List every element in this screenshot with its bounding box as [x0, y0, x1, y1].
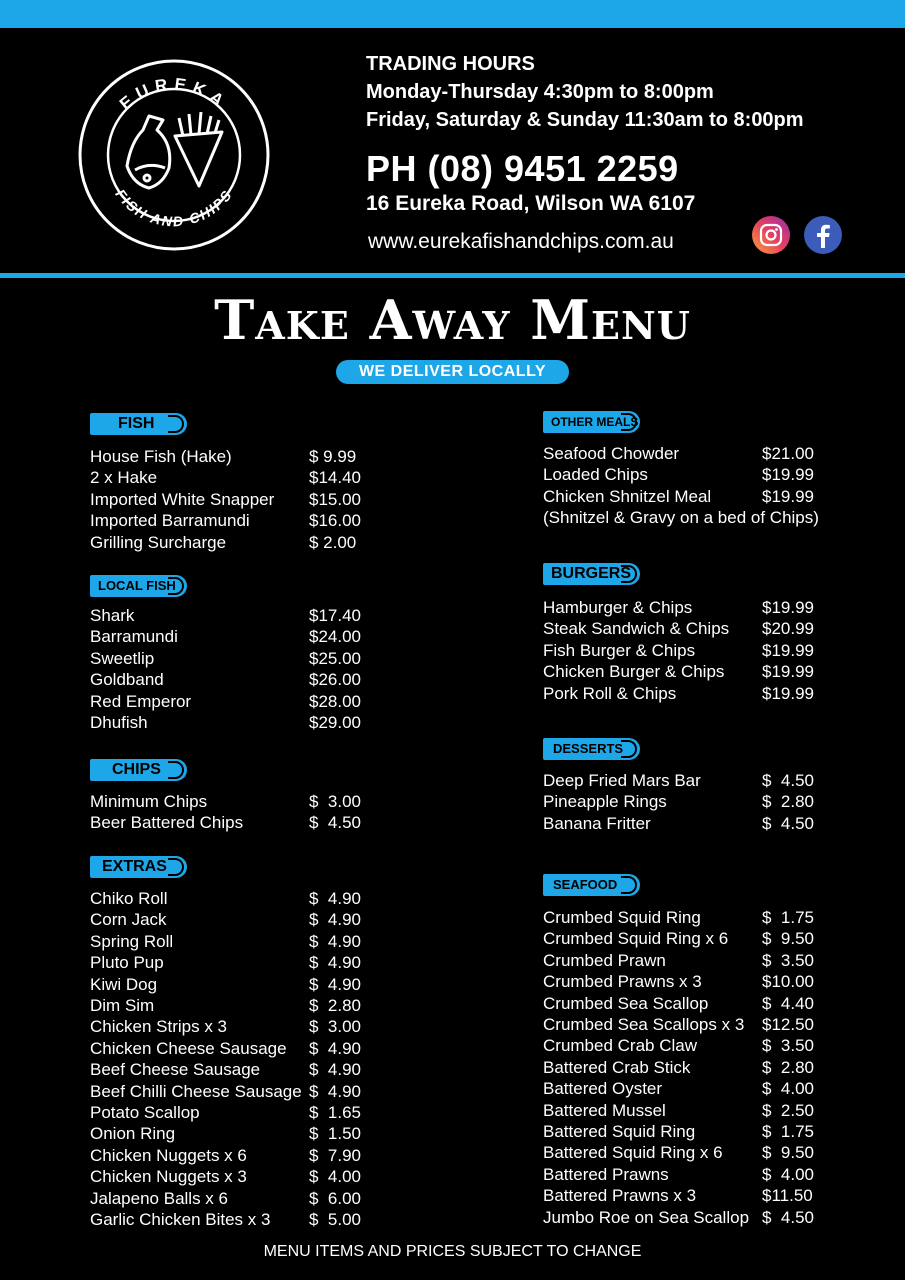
- facebook-icon[interactable]: [804, 216, 842, 254]
- list-item: Dim Sim $ 2.80: [90, 996, 361, 1016]
- list-item: Beef Cheese Sausage $ 4.90: [90, 1060, 361, 1080]
- list-item: Kiwi Dog $ 4.90: [90, 974, 361, 994]
- list-item: Spring Roll $ 4.90: [90, 931, 361, 951]
- list-item: Battered Crab Stick $ 2.80: [543, 1057, 814, 1077]
- list-item: Chicken Burger & Chips $19.99: [543, 662, 814, 682]
- list-item: Red Emperor $28.00: [90, 691, 361, 711]
- list-item: House Fish (Hake) $ 9.99: [90, 447, 357, 466]
- burgers-list: [543, 597, 814, 704]
- logo-top-text: EUREKA: [116, 74, 232, 114]
- list-item: Chicken Cheese Sausage $ 4.90: [90, 1038, 361, 1058]
- list-item: Seafood Chowder $21.00: [543, 444, 814, 463]
- top-accent-bar: [0, 0, 905, 28]
- other-meals-list: [543, 443, 819, 529]
- address: 16 Eureka Road, Wilson WA 6107: [366, 192, 696, 215]
- category-other-meals: OTHER MEALS: [543, 411, 640, 433]
- menu-title: Take Away Menu: [214, 288, 691, 352]
- svg-text:FISH AND CHIPS: [112, 186, 235, 229]
- category-fish: FISH: [90, 413, 187, 435]
- list-item: Fish Burger & Chips $19.99: [543, 640, 814, 660]
- chips-list: [90, 791, 361, 834]
- list-item: Corn Jack $ 4.90: [90, 910, 361, 930]
- list-item: Chicken Nuggets x 6 $ 7.90: [90, 1145, 361, 1165]
- category-seafood: SEAFOOD: [543, 874, 640, 896]
- list-item: Crumbed Squid Ring x 6 $ 9.50: [543, 929, 814, 949]
- list-item: Battered Prawns x 3 $11.50: [543, 1186, 813, 1206]
- phone-number[interactable]: PH (08) 9451 2259: [366, 148, 679, 189]
- list-item: Battered Mussel $ 2.50: [543, 1100, 814, 1120]
- list-item: Battered Squid Ring $ 1.75: [543, 1122, 814, 1142]
- website-link[interactable]: www.eurekafishandchips.com.au: [368, 230, 674, 253]
- list-item: Chicken Shnitzel Meal $19.99: [543, 486, 814, 506]
- list-item: Jalapeno Balls x 6 $ 6.00: [90, 1188, 361, 1208]
- list-item: Steak Sandwich & Chips $20.99: [543, 619, 814, 639]
- instagram-icon[interactable]: [752, 216, 790, 254]
- list-item: Chicken Nuggets x 3 $ 4.00: [90, 1167, 361, 1187]
- list-item: Shark $17.40: [90, 606, 361, 625]
- list-item: Pineapple Rings $ 2.80: [543, 792, 814, 812]
- list-item: Pork Roll & Chips $19.99: [543, 683, 814, 703]
- svg-text:EUREKA: [116, 75, 232, 114]
- hours-title: TRADING HOURS: [366, 53, 535, 75]
- list-item: Minimum Chips $ 3.00: [90, 792, 361, 811]
- trading-hours: [366, 50, 804, 134]
- list-item: Chiko Roll $ 4.90: [90, 889, 361, 908]
- hours-weekday: Monday-Thursday 4:30pm to 8:00pm: [366, 81, 714, 103]
- list-item: Battered Squid Ring x 6 $ 9.50: [543, 1143, 814, 1163]
- local-fish-list: [90, 605, 361, 733]
- list-item: Potato Scallop $ 1.65: [90, 1103, 361, 1123]
- list-item: Beef Chilli Cheese Sausage $ 4.90: [90, 1081, 361, 1101]
- list-item: Sweetlip $25.00: [90, 648, 361, 668]
- list-item: Crumbed Prawn $ 3.50: [543, 950, 814, 970]
- list-item: Loaded Chips $19.99: [543, 465, 814, 485]
- extras-list: [90, 888, 361, 1231]
- list-item: Jumbo Roe on Sea Scallop $ 4.50: [543, 1207, 814, 1227]
- category-local-fish: LOCAL FISH: [90, 575, 187, 597]
- list-item: Hamburger & Chips $19.99: [543, 598, 814, 617]
- list-item: Crumbed Sea Scallops x 3 $12.50: [543, 1015, 814, 1035]
- list-item: Pluto Pup $ 4.90: [90, 953, 361, 973]
- eureka-logo: [77, 58, 272, 253]
- list-item: Crumbed Squid Ring $ 1.75: [543, 908, 814, 927]
- list-item: Crumbed Crab Claw $ 3.50: [543, 1036, 814, 1056]
- category-burgers: BURGERS: [543, 563, 640, 585]
- list-item: Beer Battered Chips $ 4.50: [90, 813, 361, 833]
- list-item: Grilling Surcharge $ 2.00: [90, 532, 357, 552]
- hours-weekend: Friday, Saturday & Sunday 11:30am to 8:00pm: [366, 109, 804, 131]
- list-item: Battered Prawns $ 4.00: [543, 1164, 814, 1184]
- list-item: Onion Ring $ 1.50: [90, 1124, 361, 1144]
- fish-list: [90, 446, 361, 553]
- list-item: Barramundi $24.00: [90, 627, 361, 647]
- category-chips: CHIPS: [90, 759, 187, 781]
- desserts-list: [543, 770, 814, 834]
- list-item: Crumbed Sea Scallop $ 4.40: [543, 993, 814, 1013]
- list-item: Garlic Chicken Bites x 3 $ 5.00: [90, 1210, 361, 1230]
- category-extras: EXTRAS: [90, 856, 187, 878]
- list-item: Goldband $26.00: [90, 670, 361, 690]
- seafood-list: [543, 907, 814, 1228]
- list-item: Chicken Strips x 3 $ 3.00: [90, 1017, 361, 1037]
- list-item: Deep Fried Mars Bar $ 4.50: [543, 771, 814, 790]
- list-item: Imported White Snapper $15.00: [90, 489, 361, 509]
- deliver-badge: WE DELIVER LOCALLY: [336, 360, 569, 384]
- logo-bottom-text: FISH AND CHIPS: [112, 186, 236, 230]
- list-item: Dhufish $29.00: [90, 713, 361, 733]
- footer-note: MENU ITEMS AND PRICES SUBJECT TO CHANGE: [263, 1243, 642, 1260]
- category-desserts: DESSERTS: [543, 738, 640, 760]
- list-item: Battered Oyster $ 4.00: [543, 1079, 814, 1099]
- list-item: Crumbed Prawns x 3 $10.00: [543, 972, 814, 992]
- list-item: 2 x Hake $14.40: [90, 468, 361, 488]
- header-divider: [0, 273, 905, 278]
- list-item: Imported Barramundi $16.00: [90, 511, 361, 531]
- list-item: (Shnitzel & Gravy on a bed of Chips): [543, 508, 819, 528]
- list-item: Banana Fritter $ 4.50: [543, 813, 814, 833]
